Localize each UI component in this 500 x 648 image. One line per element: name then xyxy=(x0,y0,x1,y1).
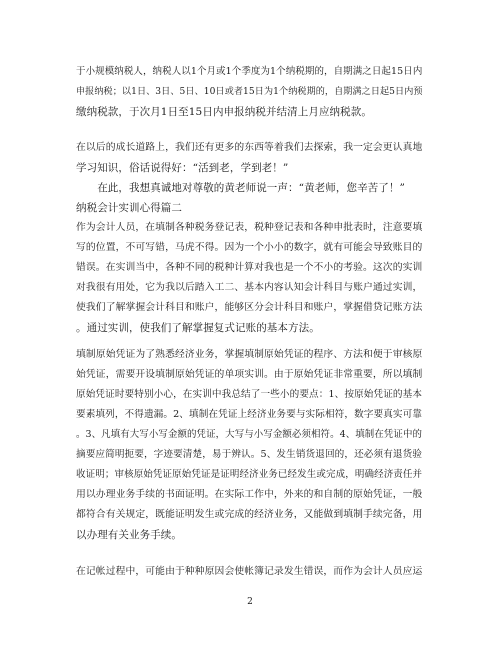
text-line: 作为会计人员，在填制各种税务登记表，税种登记表和各种申批表时，注意要填 xyxy=(76,222,423,233)
text-line: 缴纳税款，于次月1日至15日内申报纳税并结清上月应纳税款。 xyxy=(76,106,372,118)
text-line: 。通过实训，使我们了解掌握复式记账的基本方法。 xyxy=(76,322,320,334)
paragraph-reflection xyxy=(76,138,426,338)
text-line: 始凭证，需要开设填制原始凭证的单项实训。由于原始凭证非常重要，所以填制 xyxy=(76,369,423,380)
text-line: 填制原始凭证为了熟悉经济业务，掌握填制原始凭证的程序、方法和便于审核原 xyxy=(76,349,423,360)
text-line: 在记帐过程中，可能由于种种原因会使帐簿记录发生错误，而作为会计人员应运 xyxy=(76,566,423,577)
text-line: 摘要应简明扼要，字迹要清楚，易于辨认。5、发生销货退回的，还必须有退货验 xyxy=(76,449,423,460)
text-line: 于小规模纳税人，纳税人以1个月或1个季度为1个纳税期的，自期满之日起15日内 xyxy=(76,66,423,77)
page-number: 2 xyxy=(247,597,253,607)
text-line: 收证明；审核原始凭证原始凭证是证明经济业务已经发生或完成，明确经济责任并 xyxy=(76,469,423,480)
text-line: 在此，我想真诚地对尊敬的黄老师说一声：“黄老师，您辛苦了！” xyxy=(76,182,405,194)
text-line: 在以后的成长道路上，我们还有更多的东西等着我们去探索，我一定会更认真地 xyxy=(76,142,423,153)
text-line: 要素填列，不得遗漏。2、填制在凭证上经济业务要与实际相符，数字要真实可靠 xyxy=(76,409,423,420)
text-line: 申报纳税；以1日、3日、5日、10日或者15日为1个纳税期的，自期满之日起5日内预 xyxy=(76,87,423,97)
text-line: 以办理有关业务手续。 xyxy=(76,529,182,541)
text-line: 都符合有关规定，既能证明发生或完成的经济业务，又能做到填制手续完备，用 xyxy=(76,509,423,520)
text-line: 写的位置，不可写错，马虎不得。因为一个小小的数字，就有可能会导致账目的 xyxy=(76,242,423,253)
section-heading: 纳税会计实训心得篇二 xyxy=(76,202,182,214)
paragraph-bookkeeping xyxy=(76,562,426,582)
paragraph-tax-period xyxy=(76,62,426,122)
text-line: 使我们了解掌握会计科目和账户，能够区分会计科目和账户，掌握借贷记账方法 xyxy=(76,302,423,313)
paragraph-original-voucher xyxy=(76,345,426,545)
text-line: 。3、凡填有大写小写金额的凭证，大写与小写金额必须相符。4、填制在凭证中的 xyxy=(76,429,423,440)
text-line: 错误。在实训当中，各种不同的税种计算对我也是一个不小的考验。这次的实训 xyxy=(76,262,423,273)
text-line: 原始凭证时要特别小心，在实训中我总结了一些小的要点：1、按原始凭证的基本 xyxy=(76,389,423,400)
text-line: 学习知识，俗话说得好：“活到老，学到老！” xyxy=(76,162,289,174)
text-line: 对我很有用处，它为我以后踏入工二、基本内容认知会计科目与账户通过实训， xyxy=(76,282,423,293)
text-line: 用以办理业务手续的书面证明。在实际工作中，外来的和自制的原始凭证，一般 xyxy=(76,489,423,500)
